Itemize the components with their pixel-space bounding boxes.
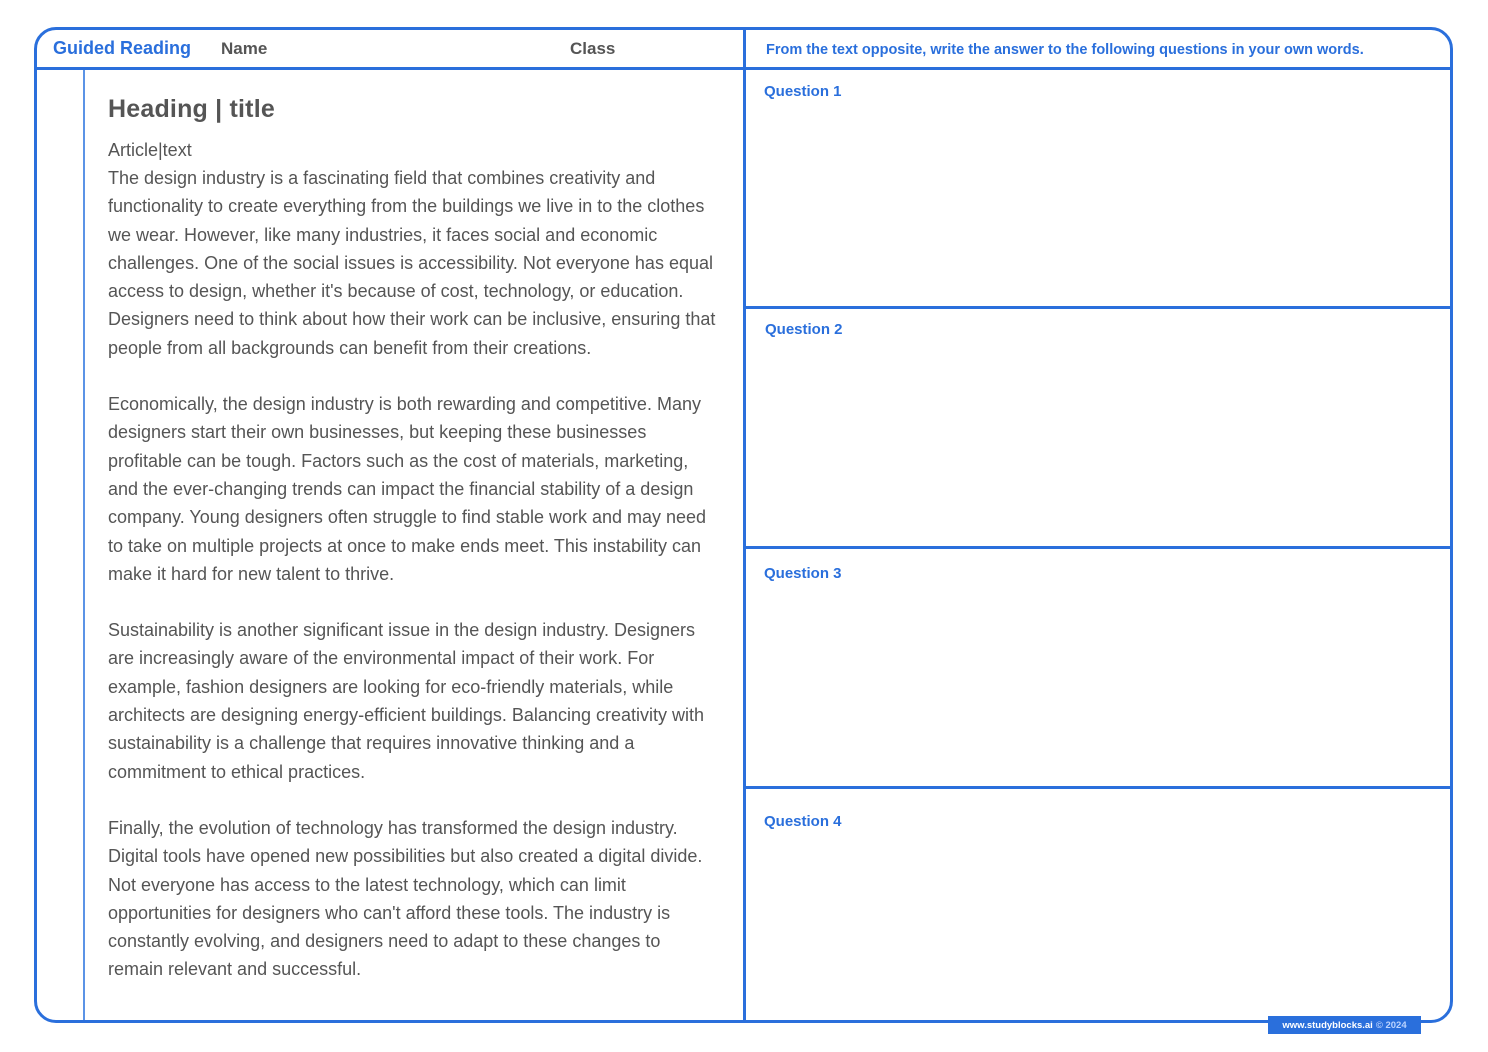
instructions: From the text opposite, write the answer to the following questions in your own words. bbox=[766, 42, 1364, 58]
name-label: Name bbox=[221, 39, 268, 58]
article-paragraph: Sustainability is another significant issue in the design industry. Designers are increasingly aware of the environmental impact of their work. For example, fashion designers are looking for eco-friendly materials, while architects are designing energy-efficient buildings. Balancing creativity with sustainability is a challenge that requires innovative thinking and a commitment to ethical practices. bbox=[108, 620, 704, 782]
worksheet-title: Guided Reading bbox=[53, 38, 192, 58]
question-divider bbox=[743, 786, 1450, 789]
footer-year: © 2024 bbox=[1375, 1019, 1407, 1031]
question-3-label: Question 3 bbox=[764, 565, 842, 582]
footer-badge bbox=[1268, 1016, 1421, 1034]
article-paragraph: Finally, the evolution of technology has transformed the design industry. Digital tools have opened new possibilities but also created a digital divide. Not everyone has access to the latest technology, which can limit opportunities for designers who can't afford these tools. The industry is constantly evolving, and designers need to adapt to these changes to remain relevant and successful. bbox=[108, 817, 703, 980]
question-divider bbox=[743, 546, 1450, 549]
class-label: Class bbox=[570, 39, 616, 58]
worksheet bbox=[34, 27, 1453, 1023]
article-subheading: Article|text bbox=[108, 140, 192, 160]
margin-line bbox=[83, 70, 85, 1020]
article bbox=[108, 95, 718, 1012]
question-2-label: Question 2 bbox=[765, 321, 843, 338]
article-paragraph: Economically, the design industry is both rewarding and competitive. Many designers start their own businesses, but keeping these businesses profitable can be tough. Factors such as the cost of materials, marketing, and the ever-changing trends can impact the financial stability of a design company. Young designers often struggle to find stable work and may need to take on multiple projects at once to make ends meet. This instability can make it hard for new talent to thrive. bbox=[108, 394, 707, 584]
article-heading: Heading | title bbox=[108, 95, 275, 123]
footer-site: www.studyblocks.ai bbox=[1282, 1019, 1373, 1031]
question-divider bbox=[743, 306, 1450, 309]
column-divider bbox=[743, 30, 746, 1020]
article-paragraph: The design industry is a fascinating field that combines creativity and functionality to create everything from the buildings we live in to the clothes we wear. However, like many industries, it faces social and economic challenges. One of the social issues is accessibility. Not everyone has equal access to design, whether it's because of cost, technology, or education. Designers need to think about how their work can be inclusive, ensuring that people from all backgrounds can benefit from their creations. bbox=[108, 168, 716, 358]
question-4-label: Question 4 bbox=[764, 813, 842, 830]
question-1-label: Question 1 bbox=[764, 83, 842, 100]
